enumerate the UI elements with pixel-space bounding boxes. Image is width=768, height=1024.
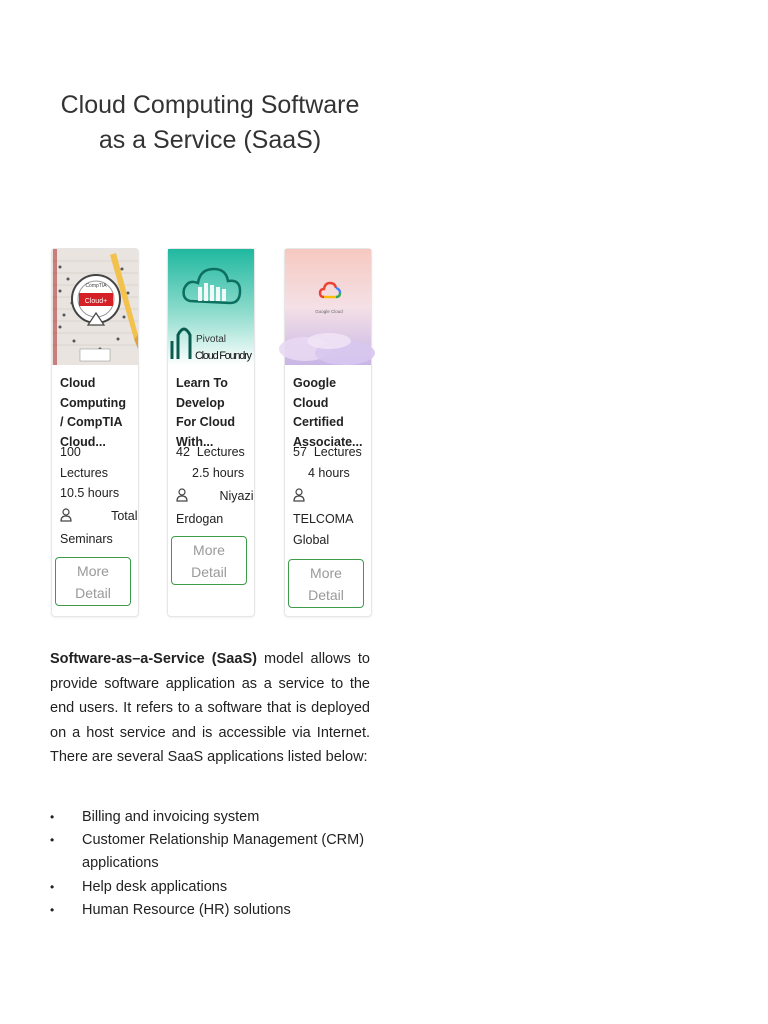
list-item	[50, 829, 370, 875]
user-icon	[60, 508, 72, 529]
author-second: Erdogan	[176, 512, 224, 526]
course-card-comptia[interactable]	[51, 248, 139, 617]
course-hours: 2.5 hours	[192, 465, 245, 480]
comptia-cloud-badge-image	[52, 249, 138, 365]
more-detail-line-2: Detail	[75, 584, 111, 601]
author-first: TELCOMA	[293, 512, 354, 526]
bullet-icon: •	[50, 833, 55, 848]
intro-paragraph	[50, 647, 370, 770]
course-meta	[293, 442, 371, 483]
course-thumbnail-comptia[interactable]	[52, 249, 138, 365]
more-detail-line-1: More	[193, 541, 225, 558]
course-author	[60, 506, 138, 550]
saas-applications-list	[50, 806, 370, 922]
bullet-icon: •	[50, 879, 55, 894]
bullet-icon: •	[50, 902, 55, 917]
course-hours: 4 hours	[308, 465, 350, 480]
pivotal-image-cloud-foundry-label: Cloud Foundry	[195, 350, 252, 362]
google-image-label: Google Cloud	[315, 309, 343, 314]
list-item-text: Human Resource (HR) solutions	[82, 901, 291, 918]
author-first: Total	[111, 509, 138, 523]
comptia-image-cloud-label: Cloud+	[84, 298, 108, 305]
list-item-text: Customer Relationship Management (CRM) applications	[82, 832, 365, 872]
more-detail-line-2: Detail	[308, 586, 344, 603]
lecture-count: 100	[60, 445, 81, 459]
author-second: Global	[293, 533, 330, 547]
comptia-image-comptia-label: CompTIA	[85, 283, 107, 289]
lecture-label: Lectures	[60, 465, 108, 480]
course-author	[176, 486, 254, 530]
more-detail-line-2: Detail	[191, 563, 227, 580]
google-cloud-image	[285, 249, 371, 365]
user-icon	[176, 488, 188, 509]
more-detail-line-1: More	[77, 562, 109, 579]
list-item	[50, 899, 370, 922]
author-first: Niyazi	[219, 489, 254, 503]
list-item	[50, 806, 370, 829]
course-title[interactable]: Learn To Develop For Cloud With...	[176, 376, 236, 449]
list-item-text: Help desk applications	[82, 878, 228, 895]
course-title[interactable]: Cloud Computing / CompTIA Cloud...	[60, 376, 126, 449]
user-icon	[293, 488, 305, 509]
course-meta	[176, 442, 254, 483]
course-card-google-cloud[interactable]	[284, 248, 372, 617]
bullet-icon: •	[50, 810, 55, 824]
more-detail-line-1: More	[310, 564, 342, 581]
course-thumbnail-google-cloud[interactable]	[285, 249, 371, 365]
course-author	[293, 486, 371, 551]
intro-bold-term: Software-as–a-Service (SaaS)	[50, 651, 257, 667]
list-item	[50, 876, 370, 899]
lecture-label: Lectures	[196, 445, 245, 459]
course-thumbnail-pivotal[interactable]	[168, 249, 254, 365]
lecture-count: 57	[293, 445, 307, 459]
pivotal-image-pivotal-label: Pivotal	[196, 334, 227, 345]
course-meta	[60, 442, 138, 504]
page-title	[40, 88, 380, 158]
more-detail-button[interactable]	[288, 559, 364, 608]
course-card-pivotal[interactable]	[167, 248, 255, 617]
more-detail-button[interactable]	[171, 536, 247, 585]
lecture-label: Lectures	[313, 445, 362, 459]
author-second: Seminars	[60, 532, 113, 546]
list-item-text: Billing and invoicing system	[82, 809, 260, 825]
lecture-count: 42	[176, 445, 190, 459]
page-title-line-1: Cloud Computing Software	[60, 91, 360, 119]
course-title[interactable]: Google Cloud Certified Associate...	[293, 376, 363, 449]
more-detail-button[interactable]	[55, 557, 131, 606]
page-title-line-2: as a Service (SaaS)	[98, 126, 322, 154]
intro-text: model allows to provide software application as a service to the end users. It refers to a software that is deployed on a host service and is accessible via Internet. There are several SaaS applications listed below:	[50, 651, 370, 766]
pivotal-cloud-foundry-image	[168, 249, 254, 365]
course-hours: 10.5 hours	[60, 486, 120, 500]
